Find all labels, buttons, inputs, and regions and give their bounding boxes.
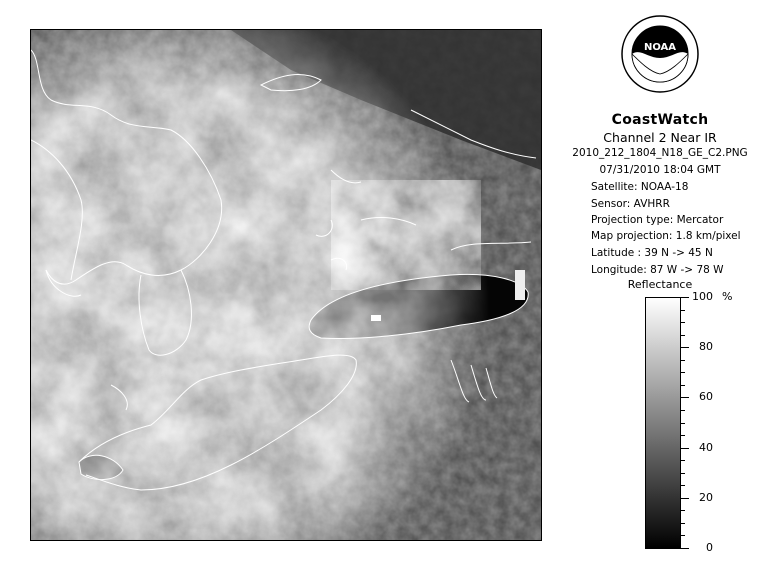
channel-label: Channel 2 Near IR [603,130,717,145]
legend-minor-tick [681,498,689,499]
legend-tick-label: 40 [699,441,713,454]
svg-text:NOAA: NOAA [643,42,677,53]
legend-tick-label: 60 [699,390,713,403]
legend-tick-label: 80 [699,340,713,353]
legend-minor-tick [681,372,685,373]
legend-minor-tick [681,310,685,311]
reflectance-colorbar [645,297,681,549]
legend-tick-label: 100 [692,290,713,303]
legend-minor-tick [681,335,685,336]
legend-minor-tick [681,548,689,549]
legend-minor-tick [681,535,685,536]
legend-minor-tick [681,322,685,323]
map-graphic [31,30,541,540]
legend-minor-tick [681,473,685,474]
legend-minor-tick [681,385,685,386]
product-title: CoastWatch [611,112,709,128]
legend-tick-label: 20 [699,491,713,504]
legend-minor-tick [681,410,685,411]
legend-minor-tick [681,485,685,486]
legend-minor-tick [681,397,689,398]
legend-minor-tick [681,523,685,524]
legend-minor-tick [681,423,685,424]
longitude-label: Longitude: 87 W -> 78 W [591,264,724,276]
projection-type-label: Projection type: Mercator [591,214,724,226]
legend-minor-tick [681,435,685,436]
legend-tick-label: 0 [706,541,713,554]
legend-minor-tick [681,448,689,449]
noaa-logo [620,14,700,94]
legend-minor-tick [681,347,689,348]
legend-unit: % [722,290,733,303]
latitude-label: Latitude : 39 N -> 45 N [591,247,713,259]
sensor-label: Sensor: AVHRR [591,198,670,210]
legend-minor-tick [681,297,689,298]
filename-label: 2010_212_1804_N18_GE_C2.PNG [572,147,748,159]
legend-minor-tick [681,510,685,511]
datetime-label: 07/31/2010 18:04 GMT [599,164,721,176]
legend-minor-tick [681,460,685,461]
legend-minor-tick [681,360,685,361]
satellite-image-map [30,29,542,541]
legend-title: Reflectance [627,278,693,291]
map-projection-label: Map projection: 1.8 km/pixel [591,230,741,242]
satellite-label: Satellite: NOAA-18 [591,181,689,193]
